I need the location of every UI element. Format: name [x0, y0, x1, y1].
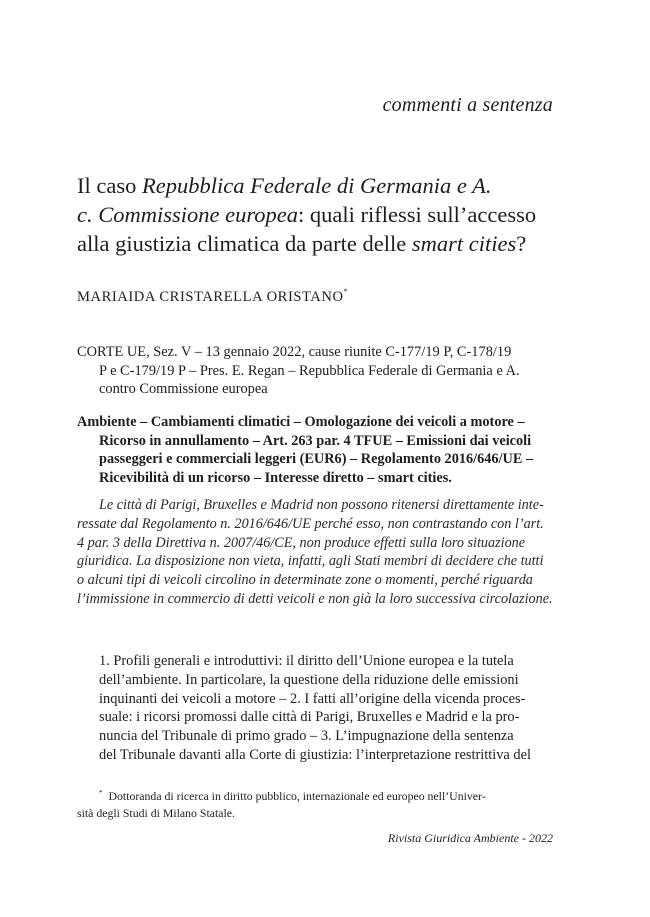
title-line-1 [77, 171, 577, 200]
title-italic-text: smart cities [411, 231, 517, 256]
case-reference-line: contro Commissione europea [99, 381, 268, 397]
title-line-3 [77, 229, 577, 258]
keywords-line: Ricorso in annullamento – Art. 263 par. 4 TFUE – Emissioni dai veicoli [99, 432, 532, 449]
summary-line: l’immissione in commercio di detti veicoli e non già la loro successiva circolazione. [77, 590, 553, 607]
author-text: MARIAIDA CRISTARELLA ORISTANO [77, 289, 344, 305]
title-line-2 [77, 200, 577, 229]
summary-line: 4 par. 3 della Direttiva n. 2007/46/CE, non produce effetti sulla loro situazione [77, 534, 526, 551]
summary-line: Le città di Parigi, Bruxelles e Madrid non possono ritenersi direttamente inte- [99, 497, 544, 513]
article-title [77, 171, 577, 258]
case-reference [77, 343, 555, 399]
footnote-line: sità degli Studi di Milano Statale. [77, 805, 235, 820]
title-italic-text: c. Commissione europea [77, 202, 299, 227]
footnote-mark: * [343, 287, 348, 296]
toc-line: 1. Profili generali e introduttivi: il diritto dell’Unione europea e la tutela [99, 653, 514, 669]
footnote-mark: * [99, 789, 103, 797]
footnote-line [77, 785, 555, 805]
keywords-line: Ricevibilità di un ricorso – Interesse diretto – smart cities. [99, 469, 452, 486]
toc-line: suale: i ricorsi promossi dalle città di Parigi, Bruxelles e Madrid e la pro- [99, 709, 520, 726]
case-reference-line: P e C-179/19 P – Pres. E. Regan – Repubblica Federale di Germania e A. [99, 362, 520, 379]
title-text: ? [516, 231, 527, 256]
title-italic-text: Repubblica Federale di Germania e A. [141, 173, 492, 198]
title-text: : quali riflessi sull’accesso [298, 202, 537, 227]
author-name [77, 287, 348, 306]
title-text: Il caso [77, 173, 142, 198]
summary-line: o alcuni tipi di veicoli circolino in determinate zone o momenti, perché riguarda [77, 572, 533, 589]
case-reference-line: CORTE UE, Sez. V – 13 gennaio 2022, cause riunite C-177/19 P, C-178/19 [77, 344, 512, 360]
summary-massima [77, 496, 555, 609]
toc-line: dell’ambiente. In particolare, la questione della riduzione delle emissioni [99, 671, 519, 688]
summary-line: giuridica. La disposizione non vieta, infatti, agli Stati membri di decidere che tutti [77, 553, 544, 570]
keywords-line: Ambiente – Cambiamenti climatici – Omologazione dei veicoli a motore – [77, 414, 525, 430]
table-of-contents [77, 652, 555, 765]
section-label: commenti a sentenza [382, 94, 553, 116]
footnote-text: Dottoranda di ricerca in diritto pubblico, internazionale ed europeo nell’Univer- [108, 789, 486, 803]
author-footnote [77, 785, 555, 821]
toc-line: nuncia del Tribunale di primo grado – 3. L’impugnazione della sentenza [99, 728, 514, 745]
toc-line: inquinanti dei veicoli a motore – 2. I fatti all’origine della vicenda proces- [99, 690, 526, 707]
summary-line: ressate dal Regolamento n. 2016/646/UE perché esso, non contrastando con l’art. [77, 515, 544, 532]
keywords-line: passeggeri e commerciali leggeri (EUR6) – Regolamento 2016/646/UE – [99, 451, 534, 467]
toc-line: del Tribunale davanti alla Corte di giustizia: l’interpretazione restrittiva del [99, 746, 531, 763]
keywords-block [77, 413, 555, 487]
journal-footer: Rivista Giuridica Ambiente - 2022 [387, 831, 553, 845]
title-text: alla giustizia climatica da parte delle [77, 231, 412, 256]
